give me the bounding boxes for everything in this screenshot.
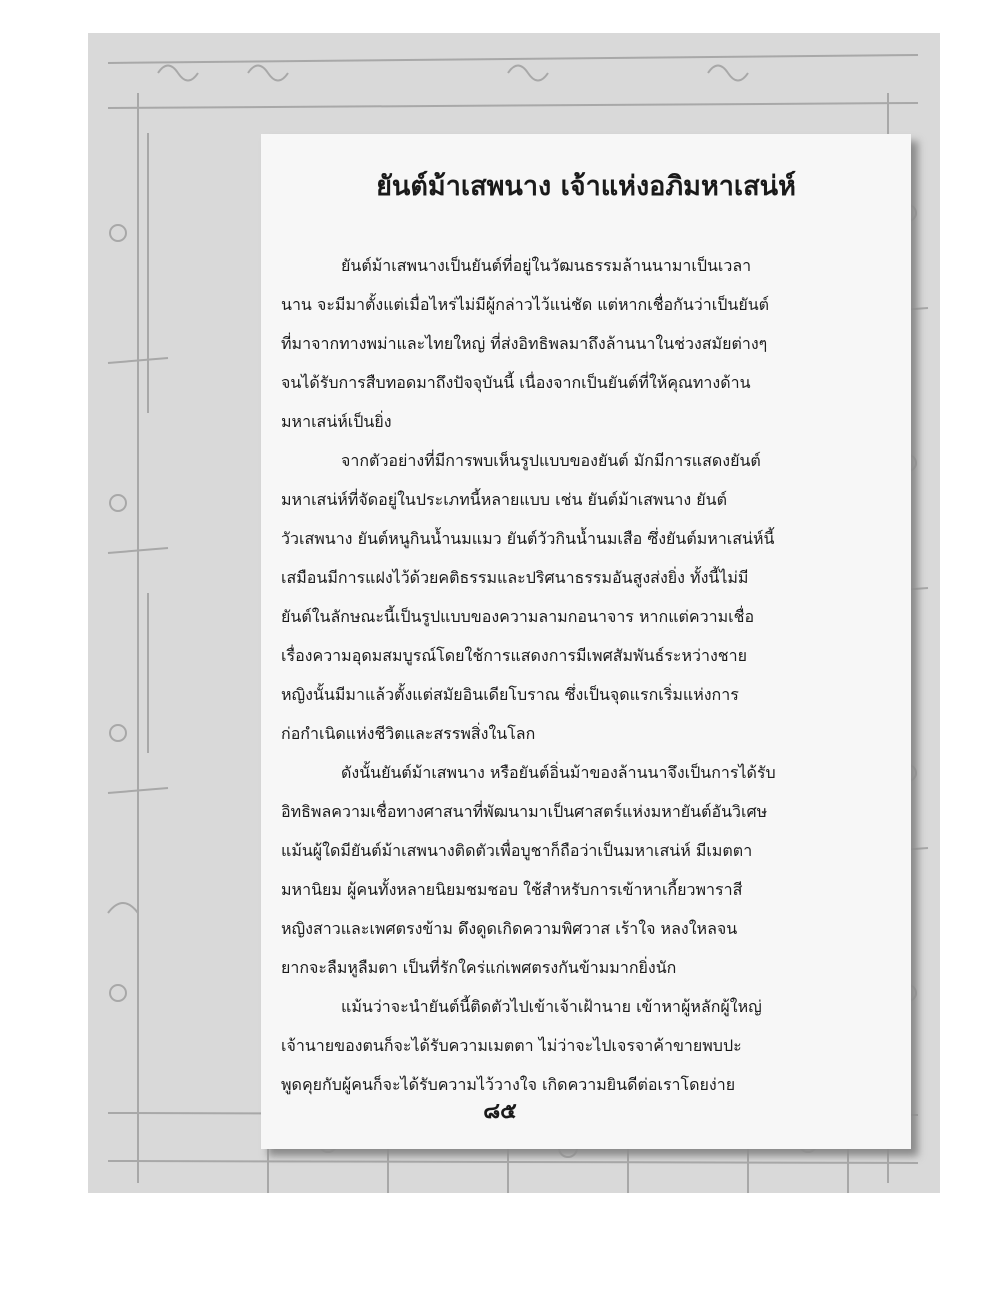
paragraph-1	[281, 246, 886, 441]
text-line: แม้นว่าจะนำยันต์นี้ติดตัวไปเข้าเจ้าเฝ้านาย เข้าหาผู้หลักผู้ใหญ่	[341, 997, 762, 1016]
text-line: ดังนั้นยันต์ม้าเสพนาง หรือยันต์อิ่นม้าของล้านนาจึงเป็นการได้รับ	[341, 763, 776, 782]
text-line: เสมือนมีการแฝงไว้ด้วยคติธรรมและปริศนาธรรมอันสูงส่งยิ่ง ทั้งนี้ไม่มี	[281, 568, 749, 587]
text-line: จากตัวอย่างที่มีการพบเห็นรูปแบบของยันต์ มักมีการแสดงยันต์	[341, 451, 761, 470]
paragraph-4	[281, 987, 886, 1104]
text-line: มหานิยม ผู้คนทั้งหลายนิยมชมชอบ ใช้สำหรับการเข้าหาเกี้ยวพาราสี	[281, 880, 743, 899]
text-line: วัวเสพนาง ยันต์หนูกินน้ำนมแมว ยันต์วัวกินน้ำนมเสือ ซึ่งยันต์มหาเสน่ห์นี้	[281, 529, 775, 548]
text-line: มหาเสน่ห์เป็นยิ่ง	[281, 412, 392, 431]
text-line: ยันต์ในลักษณะนี้เป็นรูปแบบของความลามกอนาจาร หากแต่ความเชื่อ	[281, 607, 755, 626]
text-line: ที่มาจากทางพม่าและไทยใหญ่ ที่ส่งอิทธิพลมาถึงล้านนาในช่วงสมัยต่างๆ	[281, 334, 768, 353]
scanned-page	[88, 33, 940, 1193]
text-line: อิทธิพลความเชื่อทางศาสนาที่พัฒนามาเป็นศาสตร์แห่งมหายันต์อันวิเศษ	[281, 802, 768, 821]
text-line: ก่อกำเนิดแห่งชีวิตและสรรพสิ่งในโลก	[281, 724, 536, 743]
text-line: ยันต์ม้าเสพนางเป็นยันต์ที่อยู่ในวัฒนธรรมล้านนามาเป็นเวลา	[341, 256, 752, 275]
article-body	[281, 246, 886, 1104]
text-line: แม้นผู้ใดมียันต์ม้าเสพนางติดตัวเพื่อบูชาก็ถือว่าเป็นมหาเสน่ห์ มีเมตตา	[281, 841, 753, 860]
page-title: ยันต์ม้าเสพนาง เจ้าแห่งอภิมหาเสน่ห์	[376, 171, 796, 202]
paragraph-3	[281, 753, 886, 987]
text-line: เจ้านายของตนก็จะได้รับความเมตตา ไม่ว่าจะไปเจรจาค้าขายพบปะ	[281, 1036, 742, 1055]
text-line: เรื่องความอุดมสมบูรณ์โดยใช้การแสดงการมีเพศสัมพันธ์ระหว่างชาย	[281, 646, 748, 665]
text-line: มหาเสน่ห์ที่จัดอยู่ในประเภทนี้หลายแบบ เช่น ยันต์ม้าเสพนาง ยันต์	[281, 490, 727, 509]
paragraph-2	[281, 441, 886, 753]
text-line: นาน จะมีมาตั้งแต่เมื่อไหร่ไม่มีผู้กล่าวไว้แน่ชัด แต่หากเชื่อกันว่าเป็นยันต์	[281, 295, 770, 314]
text-line: หญิงสาวและเพศตรงข้าม ดึงดูดเกิดความพิศวาส เร้าใจ หลงใหลจน	[281, 919, 738, 938]
text-line: หญิงนั้นมีมาแล้วตั้งแต่สมัยอินเดียโบราณ ซึ่งเป็นจุดแรกเริ่มแห่งการ	[281, 685, 739, 704]
text-card	[261, 134, 911, 1149]
page-number: ๘๕	[483, 1099, 517, 1124]
text-line: ยากจะลืมหูลืมตา เป็นที่รักใคร่แก่เพศตรงกันข้ามมากยิ่งนัก	[281, 958, 677, 977]
text-line: พูดคุยกับผู้คนก็จะได้รับความไว้วางใจ เกิดความยินดีต่อเราโดยง่าย	[281, 1075, 736, 1094]
text-line: จนได้รับการสืบทอดมาถึงปัจจุบันนี้ เนื่องจากเป็นยันต์ที่ให้คุณทางด้าน	[281, 373, 751, 392]
